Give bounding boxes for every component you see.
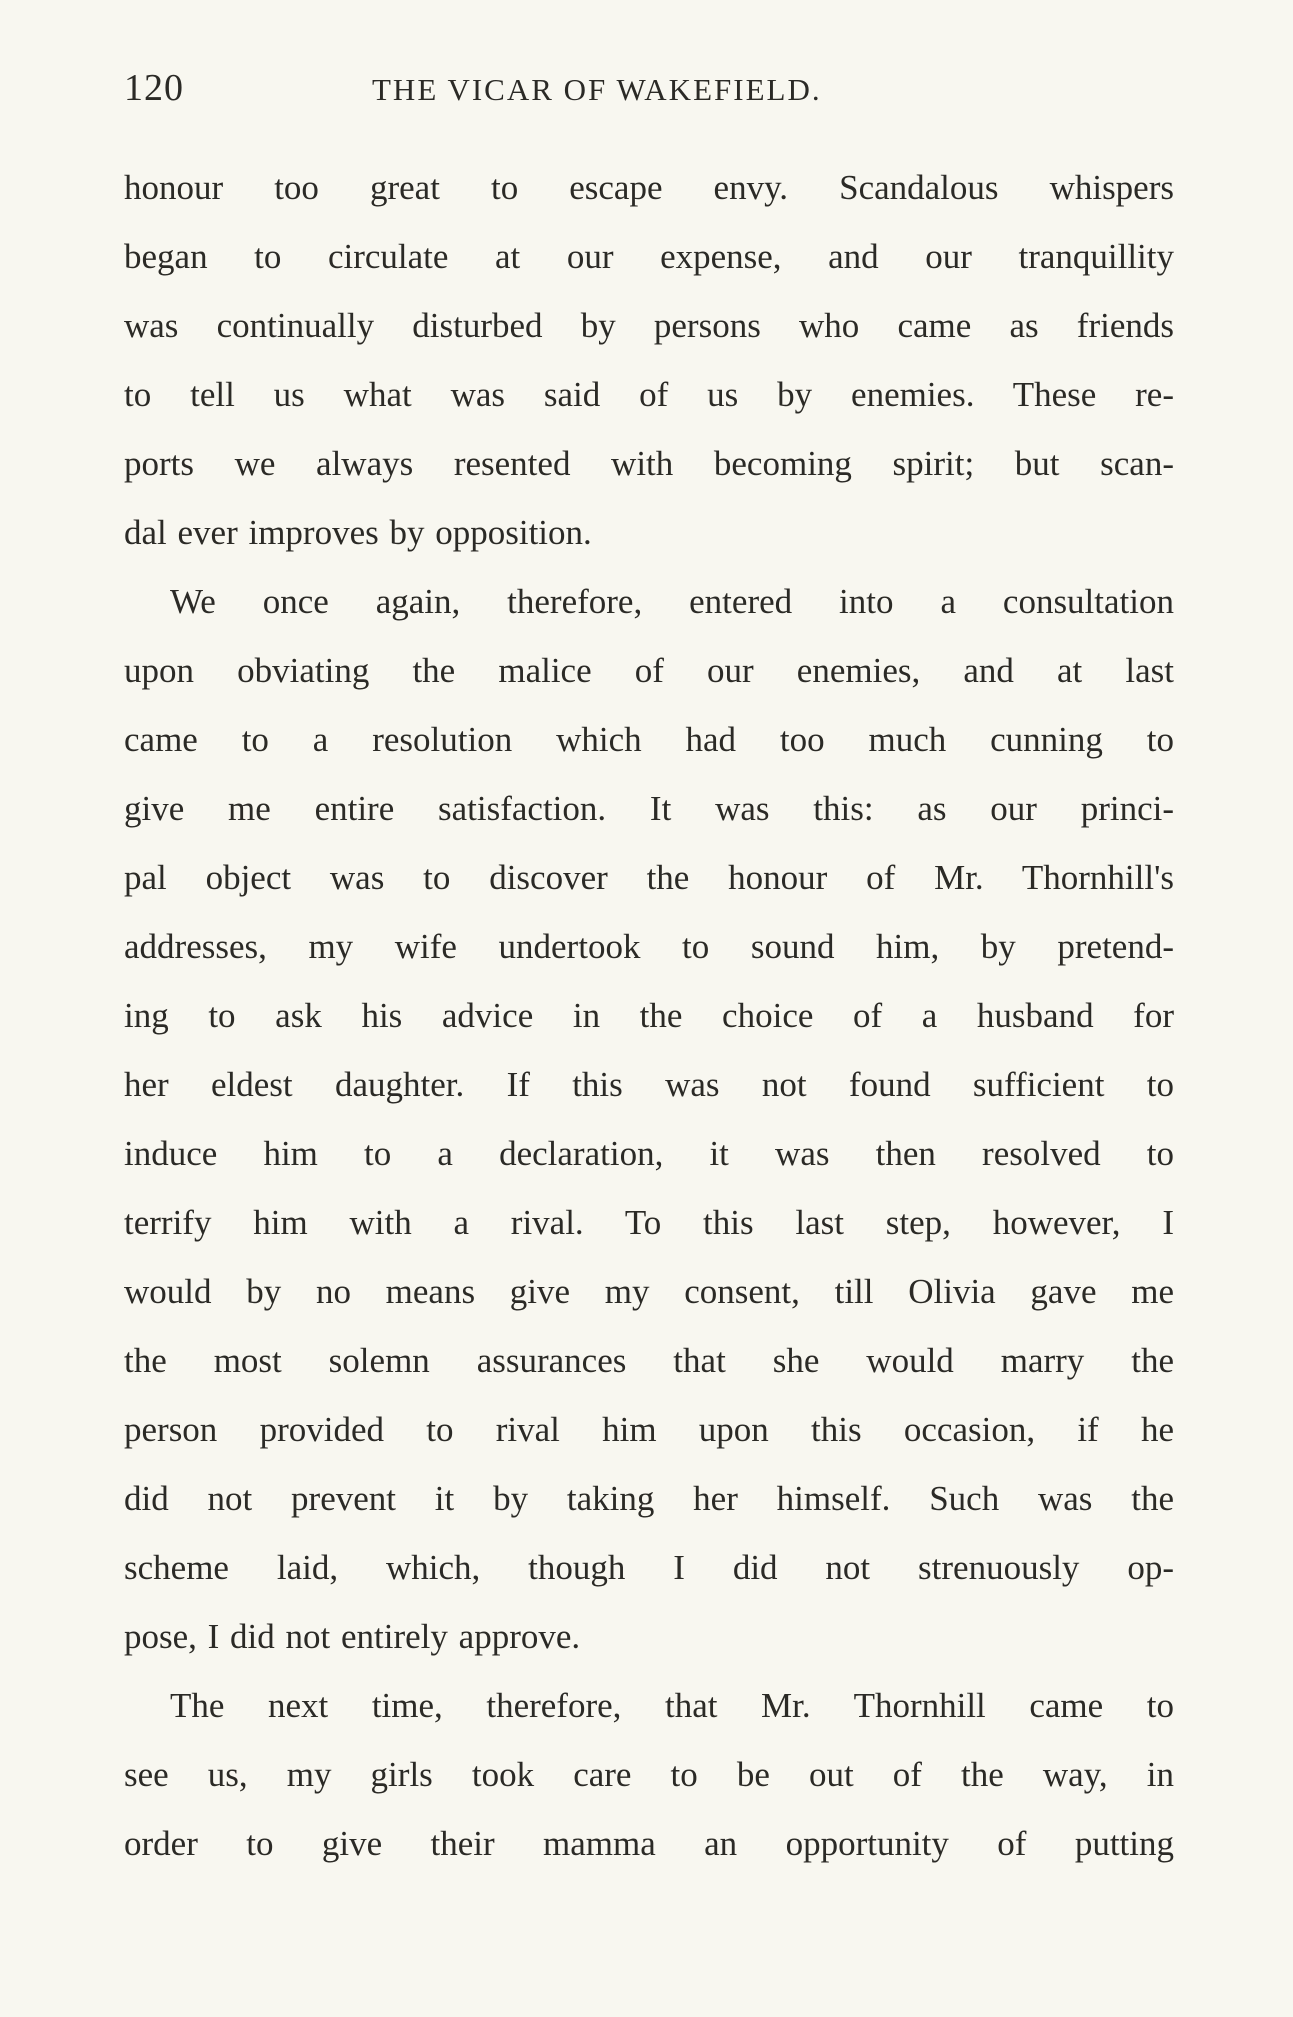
- text-line: did not prevent it by taking her himself. Such was the: [124, 1479, 1174, 1518]
- text-line: came to a resolution which had too much cunning to: [124, 720, 1174, 759]
- text-line: see us, my girls took care to be out of the way, in: [124, 1755, 1174, 1794]
- running-header: [124, 66, 1174, 116]
- text-line: began to circulate at our expense, and our tranquillity: [124, 237, 1174, 276]
- text-line: pose, I did not entirely approve.: [124, 1617, 581, 1656]
- text-line: ing to ask his advice in the choice of a husband for: [124, 996, 1174, 1035]
- text-line: was continually disturbed by persons who came as friends: [124, 306, 1174, 345]
- text-line: person provided to rival him upon this occasion, if he: [124, 1410, 1174, 1449]
- text-line: give me entire satisfaction. It was this: as our princi-: [124, 789, 1174, 828]
- text-line: terrify him with a rival. To this last step, however, I: [124, 1203, 1174, 1242]
- text-line: her eldest daughter. If this was not found sufficient to: [124, 1065, 1174, 1104]
- text-line: ports we always resented with becoming spirit; but scan-: [124, 444, 1174, 483]
- page-number: 120: [124, 67, 184, 109]
- text-line: upon obviating the malice of our enemies, and at last: [124, 651, 1174, 690]
- text-line: We once again, therefore, entered into a consultation: [170, 582, 1174, 621]
- text-line: to tell us what was said of us by enemies. These re-: [124, 375, 1174, 414]
- text-line: scheme laid, which, though I did not strenuously op-: [124, 1548, 1174, 1587]
- text-line: would by no means give my consent, till Olivia gave me: [124, 1272, 1174, 1311]
- text-line: induce him to a declaration, it was then resolved to: [124, 1134, 1174, 1173]
- running-head-title: THE VICAR OF WAKEFIELD.: [372, 72, 822, 107]
- text-line: the most solemn assurances that she would marry the: [124, 1341, 1174, 1380]
- text-line: The next time, therefore, that Mr. Thornhill came to: [170, 1686, 1174, 1725]
- text-line: order to give their mamma an opportunity of putting: [124, 1824, 1174, 1863]
- text-line: dal ever improves by opposition.: [124, 513, 592, 552]
- body-text: [124, 160, 1174, 1885]
- text-line: honour too great to escape envy. Scandalous whispers: [124, 168, 1174, 207]
- text-line: pal object was to discover the honour of Mr. Thornhill's: [124, 858, 1174, 897]
- text-line: addresses, my wife undertook to sound him, by pretend-: [124, 927, 1174, 966]
